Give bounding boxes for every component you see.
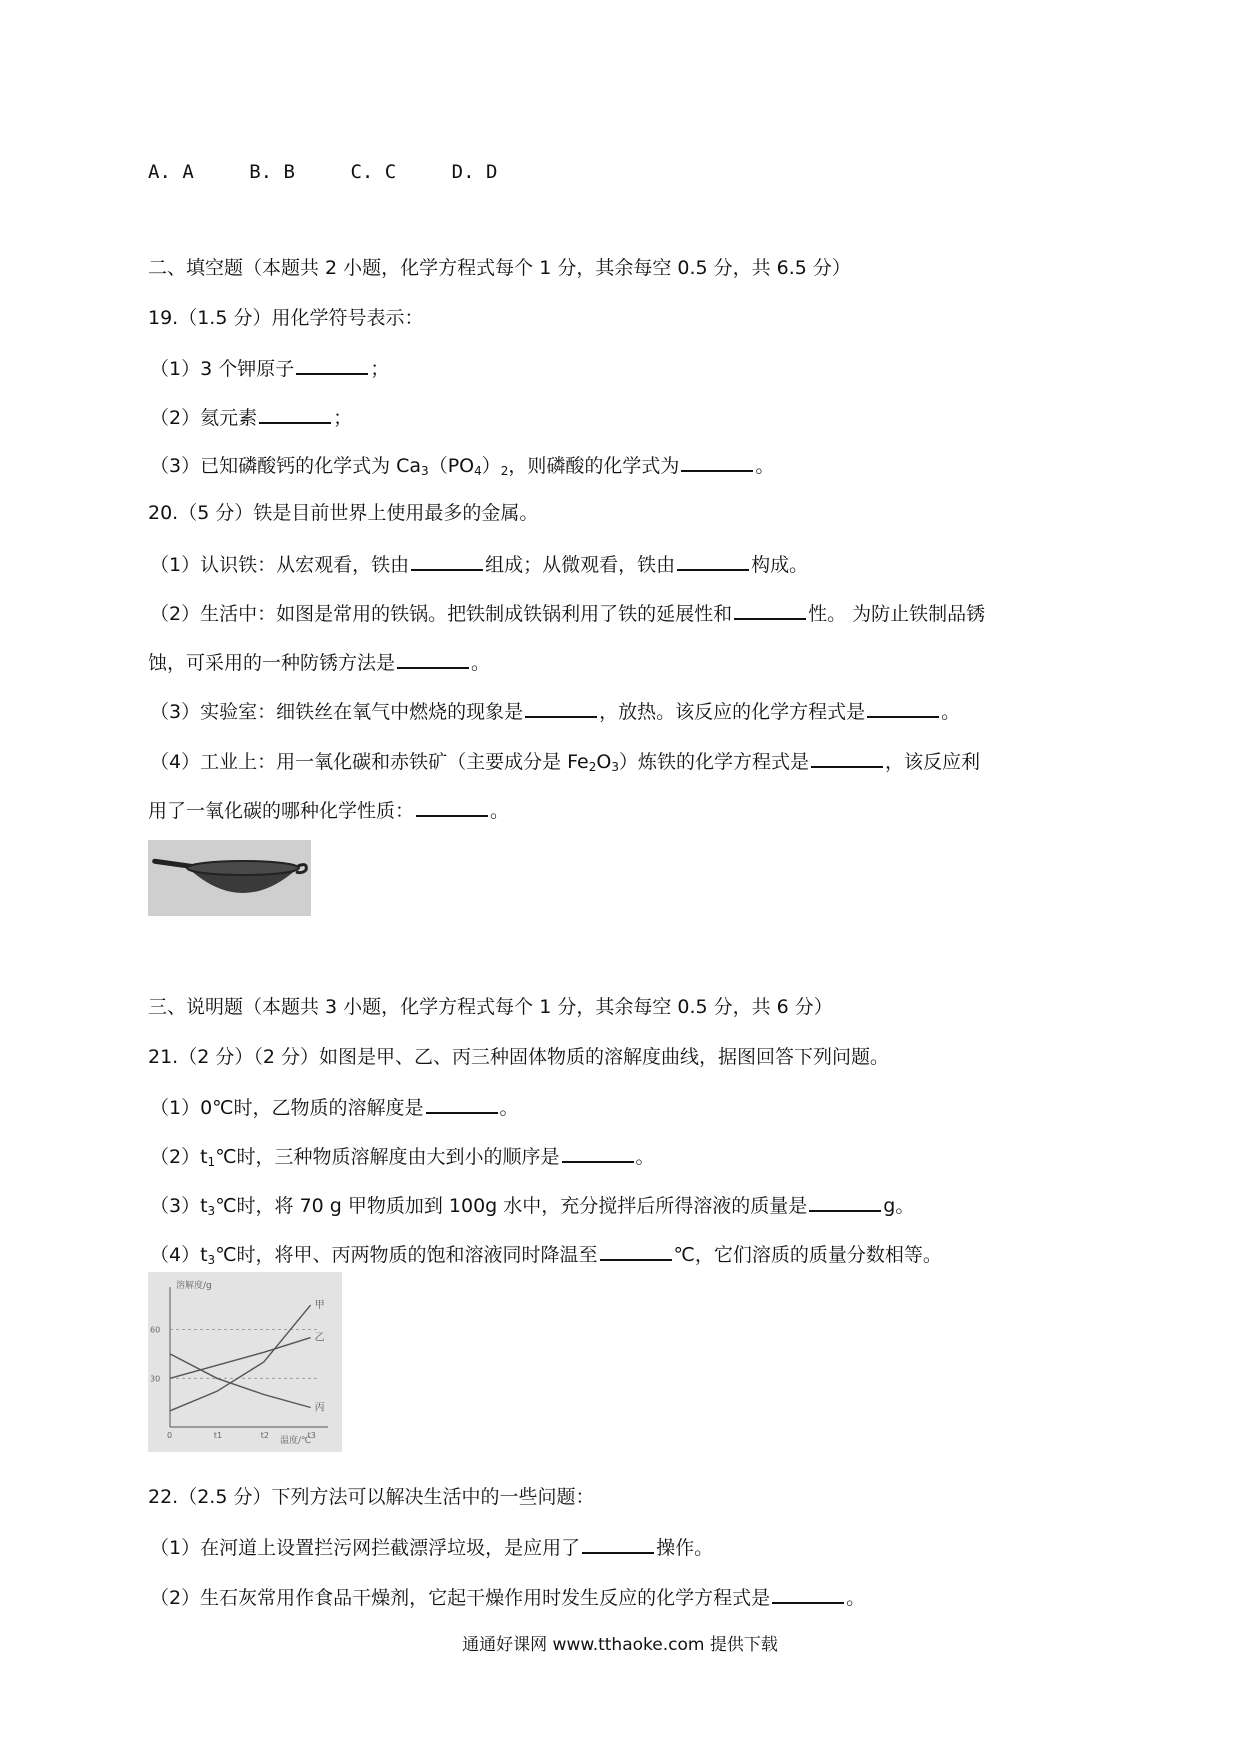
series-label: 丙 (314, 1402, 325, 1414)
answer-blank[interactable] (600, 1241, 672, 1261)
section-2-title: 二、填空题（本题共 2 小题，化学方程式每个 1 分，其余每空 0.5 分，共 6.5 分） (148, 257, 851, 279)
answer-blank[interactable] (416, 797, 488, 817)
solubility-chart (148, 1272, 342, 1452)
x-tick-label: 0 (167, 1431, 173, 1440)
series-line (170, 1338, 311, 1379)
series-line (170, 1305, 311, 1411)
series-label: 甲 (314, 1300, 325, 1312)
section-3-title: 三、说明题（本题共 3 小题，化学方程式每个 1 分，其余每空 0.5 分，共 6 分） (148, 996, 833, 1018)
q22-part2: （2）生石灰常用作食品干燥剂，它起干燥作用时发生反应的化学方程式是 。 (150, 1584, 865, 1610)
answer-blank[interactable] (296, 355, 368, 375)
series-label: 乙 (314, 1332, 325, 1344)
choice-options (148, 160, 541, 184)
y-tick-label: 60 (150, 1325, 161, 1335)
answer-blank[interactable] (426, 1094, 498, 1114)
option-a: A. A (148, 161, 194, 183)
q20-part3: （3）实验室：细铁丝在氧气中燃烧的现象是 ，放热。该反应的化学方程式是 。 (150, 698, 960, 724)
x-tick-label: t3 (307, 1431, 316, 1440)
page-footer: 通通好课网 www.tthaoke.com 提供下载 (462, 1635, 778, 1655)
answer-blank[interactable] (582, 1534, 654, 1554)
q21-part3: $(3)t_3℃$时，将 70 g 甲物质加到 100g 水中，充分搅拌后所得溶液的质量是 g。 (150, 1192, 914, 1223)
y-tick-label: 30 (150, 1374, 161, 1384)
q19-part2: （2）氦元素 ； (150, 404, 352, 430)
answer-blank[interactable] (772, 1584, 844, 1604)
wok-illustration (148, 840, 311, 916)
q20-part1: （1）认识铁：从宏观看，铁由 组成；从微观看，铁由 构成。 (150, 551, 808, 577)
x-tick-label: t2 (260, 1431, 269, 1440)
solubility-chart-svg (148, 1272, 342, 1452)
q19-stem: 19.（1.5 分）用化学符号表示： (148, 307, 424, 329)
answer-blank[interactable] (259, 404, 331, 424)
q22-stem: 22.（2.5 分）下列方法可以解决生活中的一些问题： (148, 1486, 595, 1508)
x-tick-label: t1 (213, 1431, 223, 1440)
series-line (170, 1354, 311, 1408)
option-b: B. B (249, 161, 295, 183)
q20-part2-cont: 蚀，可采用的一种防锈方法是 。 (148, 649, 490, 675)
q21-part2: $(2)t_1℃$时，三种物质溶解度由大到小的顺序是 。 (150, 1143, 655, 1174)
option-c: C. C (350, 161, 397, 183)
answer-blank[interactable] (734, 600, 806, 620)
q21-part1: （1）0℃时，乙物质的溶解度是 。 (150, 1094, 519, 1120)
q20-part4-cont: 用了一氧化碳的哪种化学性质： 。 (148, 797, 509, 823)
q19-part3: （3）已知磷酸钙的化学式为 $Ca_3(PO_4)_2$，则磷酸的化学式为 。 (150, 452, 774, 483)
option-d: D. D (451, 161, 498, 183)
answer-blank[interactable] (809, 1192, 881, 1212)
answer-blank[interactable] (397, 649, 469, 669)
x-axis-label: 温度/℃ (280, 1436, 312, 1446)
q20-part2: （2）生活中：如图是常用的铁锅。把铁制成铁锅利用了铁的延展性和 性。 为防止铁制品锈 (150, 600, 985, 626)
q20-part4: （4）工业上：用一氧化碳和赤铁矿（主要成分是 $Fe_2O_3$）炼铁的化学方程式是 ，该反应利 (150, 748, 980, 779)
answer-blank[interactable] (867, 698, 939, 718)
wok-rim (187, 861, 299, 875)
answer-blank[interactable] (562, 1143, 634, 1163)
answer-blank[interactable] (811, 748, 883, 768)
answer-blank[interactable] (677, 551, 749, 571)
q21-part4: $(4)t_3℃$时，将甲、丙两物质的饱和溶液同时降温至 ℃，它们溶质的质量分数相等。 (150, 1241, 942, 1272)
iron-wok-image (148, 840, 311, 916)
y-axis-label: 溶解度/g (176, 1281, 212, 1291)
answer-blank[interactable] (525, 698, 597, 718)
q19-part1: （1）3 个钾原子 ； (150, 355, 389, 381)
answer-blank[interactable] (681, 452, 753, 472)
q20-stem: 20.（5 分）铁是目前世界上使用最多的金属。 (148, 502, 539, 524)
q22-part1: （1）在河道上设置拦污网拦截漂浮垃圾，是应用了 操作。 (150, 1534, 713, 1560)
answer-blank[interactable] (411, 551, 483, 571)
q21-stem: 21.（2 分）（2 分）如图是甲、乙、丙三种固体物质的溶解度曲线，据图回答下列问题。 (148, 1046, 889, 1068)
